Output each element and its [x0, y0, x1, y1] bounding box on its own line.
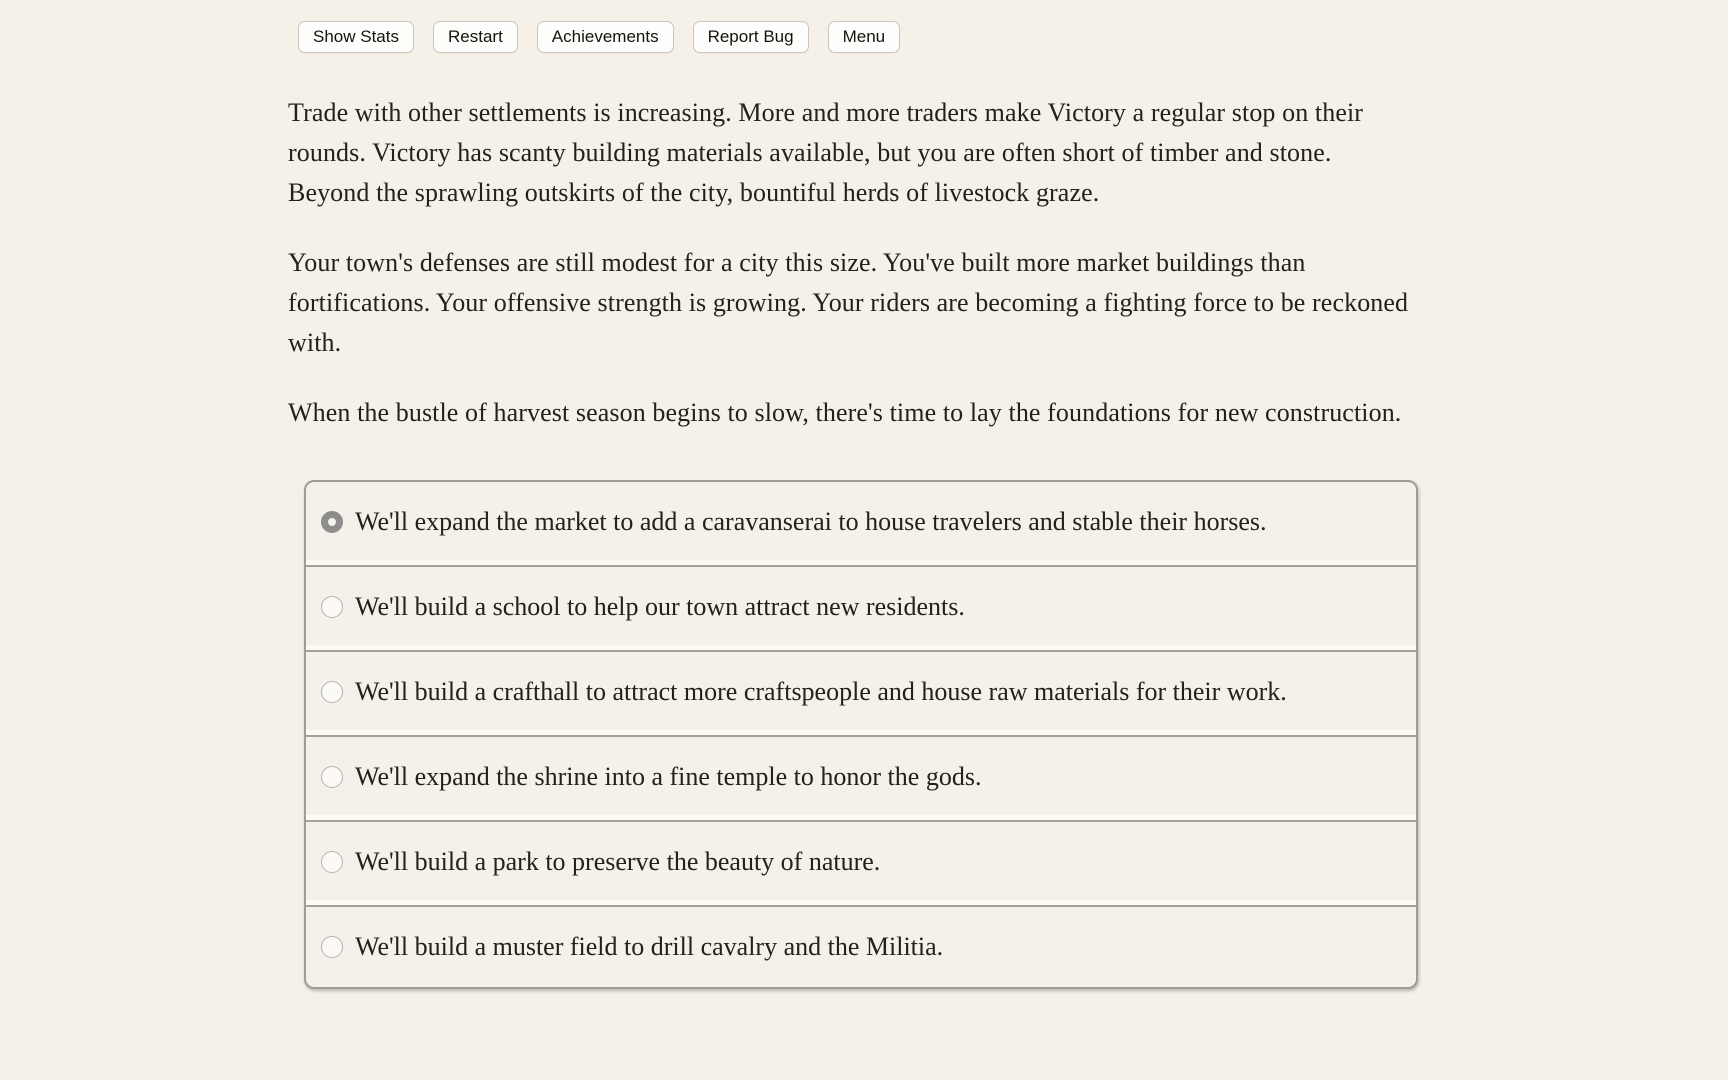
radio-icon[interactable]	[321, 851, 343, 873]
toolbar	[298, 21, 1418, 53]
restart-button[interactable]: Restart	[433, 21, 518, 53]
story-text	[288, 93, 1418, 433]
show-stats-button[interactable]: Show Stats	[298, 21, 414, 53]
story-paragraph: Trade with other settlements is increasing. More and more traders make Victory a regular stop on their rounds. Victory has scanty building materials available, but you are often short of timber and stone. Beyond the sprawling outskirts of the city, bountiful herds of livestock graze.	[288, 98, 1364, 207]
story-paragraph: When the bustle of harvest season begins to slow, there's time to lay the foundations for new construction.	[288, 398, 1402, 427]
achievements-button[interactable]: Achievements	[537, 21, 674, 53]
choice-option-label: We'll build a crafthall to attract more craftspeople and house raw materials for their work.	[355, 677, 1287, 706]
choice-option-label: We'll expand the market to add a caravanserai to house travelers and stable their horses.	[355, 507, 1267, 536]
choice-list	[304, 480, 1418, 989]
radio-icon[interactable]	[321, 596, 343, 618]
choice-option-label: We'll build a school to help our town attract new residents.	[355, 592, 965, 621]
choice-option-crafthall[interactable]	[306, 652, 1416, 737]
choice-option-school[interactable]	[306, 567, 1416, 652]
choice-option-label: We'll expand the shrine into a fine temple to honor the gods.	[355, 762, 982, 791]
choice-option-park[interactable]	[306, 822, 1416, 907]
radio-icon[interactable]	[321, 766, 343, 788]
choice-option-caravanserai[interactable]	[306, 482, 1416, 567]
choice-option-label: We'll build a muster field to drill cavalry and the Militia.	[355, 932, 944, 961]
radio-icon[interactable]	[321, 936, 343, 958]
radio-icon[interactable]	[321, 511, 343, 533]
story-paragraph: Your town's defenses are still modest for a city this size. You've built more market buildings than fortifications. Your offensive strength is growing. Your riders are becoming a fighting force to be reckoned with.	[288, 248, 1409, 357]
choice-option-muster-field[interactable]	[306, 907, 1416, 987]
radio-icon[interactable]	[321, 681, 343, 703]
choice-option-temple[interactable]	[306, 737, 1416, 822]
report-bug-button[interactable]: Report Bug	[693, 21, 809, 53]
choice-option-label: We'll build a park to preserve the beauty of nature.	[355, 847, 881, 876]
menu-button[interactable]: Menu	[828, 21, 901, 53]
